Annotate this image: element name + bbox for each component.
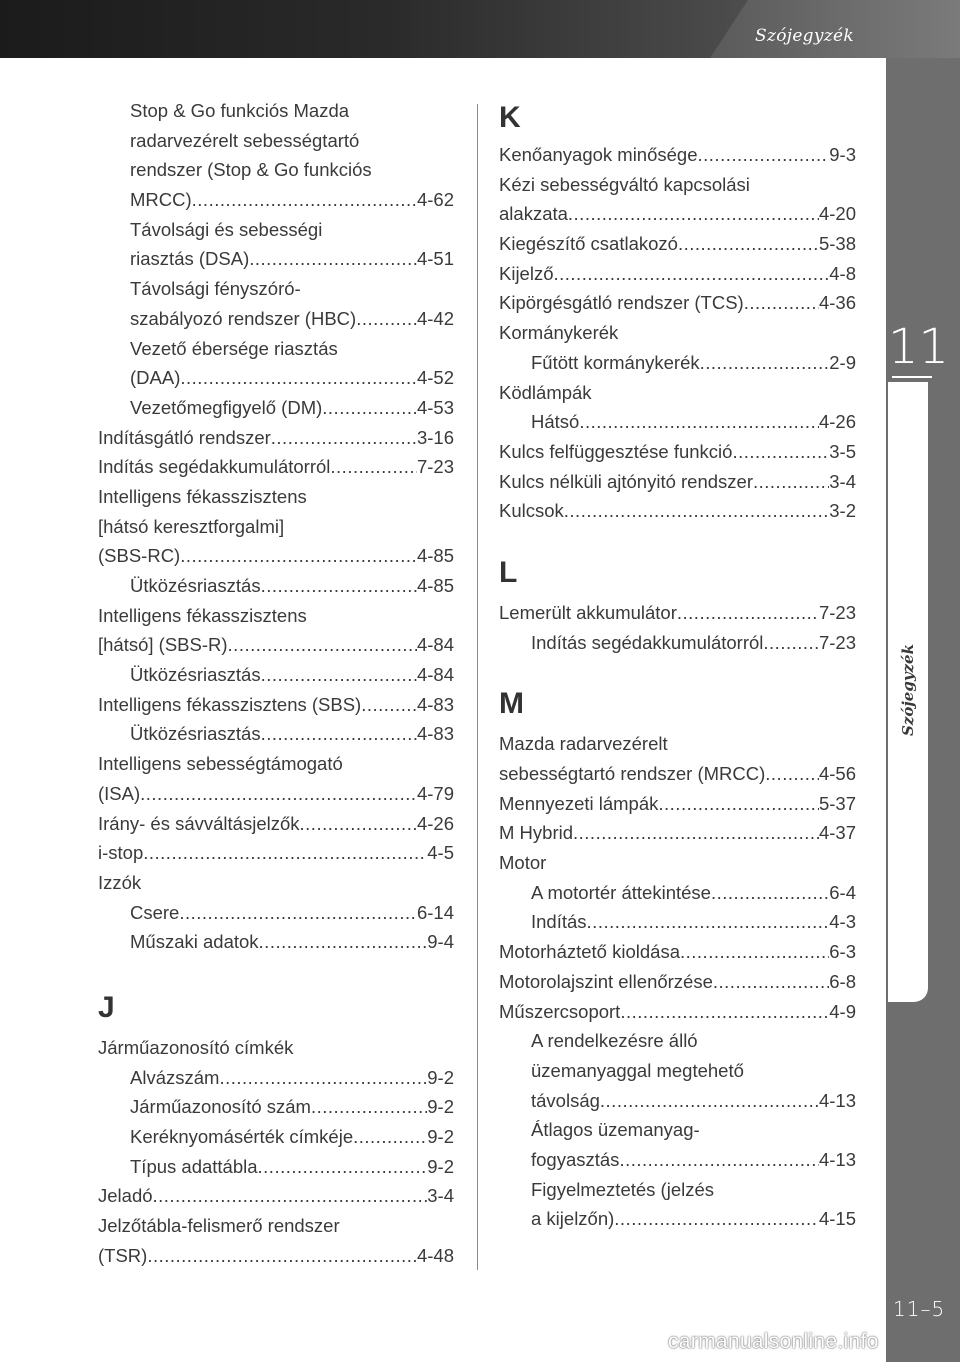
index-entry bbox=[499, 437, 856, 467]
index-entry-text: A motortér áttekintése bbox=[531, 881, 711, 903]
index-entry-page: 4-56 bbox=[818, 763, 856, 784]
index-entry bbox=[499, 259, 856, 289]
index-entry bbox=[98, 779, 454, 809]
leader-dots bbox=[579, 407, 819, 437]
section-letter-k: K bbox=[499, 101, 521, 134]
index-entry-text: szabályozó rendszer (HBC) bbox=[130, 307, 357, 329]
index-line: Távolsági és sebességi bbox=[130, 218, 323, 240]
index-entry-text: távolság bbox=[531, 1089, 600, 1111]
index-entry-text: [hátsó] (SBS-R) bbox=[98, 634, 228, 656]
index-entry-page: 4-37 bbox=[818, 822, 856, 844]
watermark: carmanualsonline.info bbox=[668, 1330, 879, 1353]
index-entry bbox=[499, 140, 856, 170]
index-entry-page: 7-23 bbox=[416, 456, 454, 478]
leader-dots bbox=[554, 259, 830, 289]
index-line: radarvezérelt sebességtartó bbox=[130, 129, 360, 151]
leader-dots bbox=[361, 690, 417, 720]
leader-dots bbox=[620, 997, 829, 1027]
leader-dots bbox=[259, 927, 428, 957]
index-entry bbox=[98, 690, 454, 720]
index-line: Járműazonosító címkék bbox=[98, 1036, 294, 1058]
section-letter-j: J bbox=[98, 990, 115, 1024]
index-entry bbox=[98, 363, 454, 393]
index-entry-text: alakzata bbox=[499, 203, 568, 225]
leader-dots bbox=[564, 496, 829, 526]
index-entry bbox=[98, 1181, 454, 1211]
index-line: Intelligens fékasszisztens bbox=[98, 485, 307, 507]
leader-dots bbox=[330, 452, 417, 482]
index-entry-page: 4-3 bbox=[829, 911, 856, 933]
index-entry-text: Kulcsok bbox=[499, 500, 564, 522]
index-line: Figyelmeztetés (jelzés bbox=[531, 1178, 715, 1200]
leader-dots bbox=[140, 779, 417, 809]
index-entry-text: MRCC) bbox=[130, 189, 192, 211]
leader-dots bbox=[568, 199, 819, 229]
index-entry bbox=[499, 1086, 856, 1116]
index-entry-text: Kipörgésgátló rendszer (TCS) bbox=[499, 292, 744, 314]
leader-dots bbox=[249, 244, 417, 274]
index-entry-text: Mennyezeti lámpák bbox=[499, 792, 659, 814]
leader-dots bbox=[678, 229, 819, 259]
leader-dots bbox=[765, 759, 819, 789]
leader-dots bbox=[219, 1063, 427, 1093]
column-divider bbox=[477, 104, 478, 1270]
index-entry-text: (DAA) bbox=[130, 367, 181, 389]
leader-dots bbox=[143, 838, 427, 868]
index-entry-page: 4-20 bbox=[818, 203, 856, 225]
index-entry-page: 4-85 bbox=[416, 545, 454, 567]
index-entry-text: Ütközésriasztás bbox=[130, 575, 261, 596]
index-entry bbox=[98, 423, 454, 453]
index-entry-text: Műszaki adatok bbox=[130, 931, 259, 953]
index-line: rendszer (Stop & Go funkciós bbox=[130, 159, 372, 181]
leader-dots bbox=[680, 937, 829, 967]
index-entry bbox=[98, 838, 454, 868]
index-entry bbox=[98, 304, 454, 334]
index-entry-page: 4-9 bbox=[829, 1000, 856, 1022]
leader-dots bbox=[261, 571, 417, 601]
index-entry-page: 4-52 bbox=[416, 367, 454, 389]
leader-dots bbox=[587, 907, 830, 937]
index-entry-text: Indítás segédakkumulátorról bbox=[531, 631, 764, 653]
index-entry-text: Keréknyomásérték címkéje bbox=[130, 1126, 354, 1147]
index-line: Izzók bbox=[98, 871, 142, 893]
index-entry-page: 4-13 bbox=[818, 1148, 856, 1170]
index-column-left bbox=[98, 96, 454, 1270]
leader-dots bbox=[311, 1092, 427, 1122]
leader-dots bbox=[658, 789, 819, 819]
index-entry bbox=[98, 393, 454, 423]
index-entry bbox=[98, 1092, 454, 1122]
index-entry-page: 4-15 bbox=[818, 1208, 856, 1230]
leader-dots bbox=[744, 288, 819, 318]
leader-dots bbox=[356, 304, 417, 334]
index-entry-text: fogyasztás bbox=[531, 1148, 620, 1170]
index-entry-text: Ütközésriasztás bbox=[130, 664, 261, 686]
index-entry-page: 9-2 bbox=[427, 1066, 454, 1088]
leader-dots bbox=[353, 1122, 427, 1152]
index-entry-page: 9-2 bbox=[427, 1126, 454, 1147]
index-entry-page: 4-85 bbox=[416, 575, 454, 596]
leader-dots bbox=[700, 348, 830, 378]
index-line: Átlagos üzemanyag- bbox=[531, 1119, 700, 1141]
index-entry bbox=[98, 244, 454, 274]
index-entry-text: M Hybrid bbox=[499, 822, 574, 844]
index-entry bbox=[499, 1145, 856, 1175]
index-entry-text: Irány- és sávváltásjelzők bbox=[98, 812, 300, 834]
index-entry-page: 4-84 bbox=[416, 634, 454, 656]
index-entry-text: Kulcs nélküli ajtónyitó rendszer bbox=[499, 470, 753, 492]
index-entry bbox=[499, 467, 856, 497]
index-entry-text: Műszercsoport bbox=[499, 1000, 621, 1022]
section-letter-m: M bbox=[499, 687, 524, 721]
leader-dots bbox=[192, 185, 417, 215]
index-entry-page: 6-3 bbox=[829, 941, 856, 963]
index-entry-text: Jeladó bbox=[98, 1185, 153, 1207]
index-entry bbox=[98, 1241, 454, 1271]
index-entry-page: 4-62 bbox=[416, 189, 454, 211]
leader-dots bbox=[261, 719, 417, 749]
index-entry-text: (ISA) bbox=[98, 782, 141, 804]
leader-dots bbox=[179, 898, 417, 928]
index-entry-page: 4-83 bbox=[416, 693, 454, 715]
page-number: 11–5 bbox=[893, 1297, 946, 1321]
leader-dots bbox=[698, 140, 830, 170]
index-line: Kormánykerék bbox=[499, 322, 619, 344]
index-entry-page: 5-37 bbox=[818, 792, 856, 814]
index-entry-page: 9-2 bbox=[427, 1155, 454, 1177]
leader-dots bbox=[763, 628, 819, 658]
index-entry-page: 4-48 bbox=[416, 1244, 454, 1266]
index-entry bbox=[98, 541, 454, 571]
index-line: Ködlámpák bbox=[499, 381, 592, 403]
index-entry bbox=[98, 660, 454, 690]
index-entry-page: 3-2 bbox=[829, 500, 856, 522]
leader-dots bbox=[300, 809, 417, 839]
index-entry bbox=[98, 719, 454, 749]
index-entry bbox=[98, 452, 454, 482]
index-entry-text: Csere bbox=[130, 901, 180, 923]
index-entry-text: Hátsó bbox=[531, 411, 580, 433]
index-entry-page: 6-4 bbox=[829, 881, 856, 903]
index-entry bbox=[499, 1204, 856, 1234]
leader-dots bbox=[614, 1204, 819, 1234]
index-entry bbox=[499, 407, 856, 437]
index-entry bbox=[499, 348, 856, 378]
leader-dots bbox=[180, 541, 417, 571]
section-letter-l: L bbox=[499, 555, 518, 589]
index-entry-text: Járműazonosító szám bbox=[130, 1096, 311, 1118]
index-line: Stop & Go funkciós Mazda bbox=[130, 100, 350, 121]
leader-dots bbox=[732, 437, 829, 467]
index-entry-text: (TSR) bbox=[98, 1244, 148, 1266]
index-entry bbox=[98, 1063, 454, 1093]
index-entry-text: a kijelzőn) bbox=[531, 1208, 615, 1230]
index-entry-page: 4-26 bbox=[818, 411, 856, 433]
index-entry-text: Kijelző bbox=[499, 262, 554, 284]
index-entry-text: Indítás bbox=[531, 911, 587, 933]
index-entry bbox=[499, 997, 856, 1027]
index-entry-page: 9-4 bbox=[427, 931, 454, 953]
index-entry-page: 7-23 bbox=[818, 631, 856, 653]
index-entry-text: Intelligens fékasszisztens (SBS) bbox=[98, 693, 362, 715]
index-entry-text: sebességtartó rendszer (MRCC) bbox=[499, 763, 766, 784]
index-entry-page: 4-36 bbox=[818, 292, 856, 314]
index-entry-page: 7-23 bbox=[818, 601, 856, 623]
index-entry-text: Kulcs felfüggesztése funkció bbox=[499, 440, 733, 462]
leader-dots bbox=[753, 467, 829, 497]
index-entry-text: Indítás segédakkumulátorról bbox=[98, 456, 331, 478]
index-entry-text: (SBS-RC) bbox=[98, 545, 181, 567]
index-entry-page: 4-13 bbox=[818, 1089, 856, 1111]
index-entry-text: Motorháztető kioldása bbox=[499, 941, 680, 963]
index-entry-page: 4-84 bbox=[416, 664, 454, 686]
index-entry bbox=[499, 789, 856, 819]
leader-dots bbox=[147, 1241, 417, 1271]
index-entry-page: 3-5 bbox=[829, 440, 856, 462]
index-entry-page: 4-42 bbox=[416, 307, 454, 329]
index-entry-text: Kenőanyagok minősége bbox=[499, 144, 698, 165]
index-line: Vezető ébersége riasztás bbox=[130, 337, 338, 359]
index-entry bbox=[499, 937, 856, 967]
leader-dots bbox=[711, 878, 829, 908]
leader-dots bbox=[713, 967, 829, 997]
index-entry-page: 3-16 bbox=[416, 426, 454, 448]
index-entry-page: 4-8 bbox=[829, 262, 856, 284]
index-entry bbox=[98, 927, 454, 957]
index-entry bbox=[499, 628, 856, 658]
index-entry bbox=[499, 759, 856, 789]
index-entry-page: 4-26 bbox=[416, 812, 454, 834]
index-line: Jelzőtábla-felismerő rendszer bbox=[98, 1215, 340, 1237]
leader-dots bbox=[228, 630, 417, 660]
leader-dots bbox=[271, 423, 417, 453]
leader-dots bbox=[322, 393, 417, 423]
index-entry-page: 4-5 bbox=[427, 842, 454, 864]
chapter-number: 11 bbox=[888, 319, 950, 375]
index-entry-page: 5-38 bbox=[818, 233, 856, 255]
index-entry-page: 3-4 bbox=[829, 470, 856, 492]
index-line: Kézi sebességváltó kapcsolási bbox=[499, 173, 750, 195]
index-entry-page: 6-8 bbox=[829, 970, 856, 992]
leader-dots bbox=[261, 660, 417, 690]
index-entry-page: 9-2 bbox=[427, 1096, 454, 1118]
index-entry bbox=[98, 898, 454, 928]
index-entry-page: 4-53 bbox=[416, 396, 454, 418]
index-line: Motor bbox=[499, 852, 547, 874]
index-entry bbox=[98, 571, 454, 601]
index-entry-page: 3-4 bbox=[427, 1185, 454, 1207]
index-entry bbox=[499, 818, 856, 848]
index-entry-text: Motorolajszint ellenőrzése bbox=[499, 970, 713, 992]
leader-dots bbox=[677, 598, 819, 628]
index-entry bbox=[98, 630, 454, 660]
leader-dots bbox=[573, 818, 819, 848]
index-entry-text: Fűtött kormánykerék bbox=[531, 351, 700, 373]
index-entry bbox=[98, 185, 454, 215]
index-line: Intelligens fékasszisztens bbox=[98, 604, 307, 626]
index-entry-page: 4-51 bbox=[416, 248, 454, 270]
index-entry-text: Lemerült akkumulátor bbox=[499, 601, 677, 623]
index-line: Távolsági fényszóró- bbox=[130, 278, 301, 300]
index-line: Intelligens sebességtámogató bbox=[98, 753, 343, 775]
index-entry-text: Indításgátló rendszer bbox=[98, 426, 271, 448]
index-entry bbox=[499, 288, 856, 318]
index-entry bbox=[499, 878, 856, 908]
index-entry bbox=[499, 598, 856, 628]
index-entry bbox=[98, 1122, 454, 1152]
index-column-right bbox=[499, 96, 856, 1234]
leader-dots bbox=[258, 1152, 428, 1182]
index-line: A rendelkezésre álló bbox=[531, 1030, 698, 1052]
index-entry bbox=[499, 229, 856, 259]
index-entry-text: Ütközésriasztás bbox=[130, 723, 261, 745]
index-entry-page: 2-9 bbox=[829, 351, 856, 373]
index-entry-text: Alvázszám bbox=[130, 1066, 220, 1088]
leader-dots bbox=[619, 1145, 819, 1175]
index-line: [hátsó keresztforgalmi] bbox=[98, 515, 285, 537]
index-entry bbox=[499, 496, 856, 526]
index-entry bbox=[499, 907, 856, 937]
index-line: Mazda radarvezérelt bbox=[499, 733, 668, 755]
index-entry-page: 4-79 bbox=[416, 782, 454, 804]
index-entry-page: 4-83 bbox=[416, 723, 454, 745]
index-entry-page: 6-14 bbox=[416, 901, 454, 923]
chapter-tab-label: Szójegyzék bbox=[899, 644, 917, 736]
leader-dots bbox=[180, 363, 417, 393]
header-title: Szójegyzék bbox=[755, 26, 854, 46]
index-entry-page: 9-3 bbox=[829, 144, 856, 165]
index-entry bbox=[499, 199, 856, 229]
index-entry-text: i-stop bbox=[98, 842, 144, 864]
index-entry bbox=[499, 967, 856, 997]
leader-dots bbox=[153, 1181, 428, 1211]
leader-dots bbox=[600, 1086, 819, 1116]
chapter-divider bbox=[892, 376, 932, 378]
index-entry bbox=[98, 1152, 454, 1182]
index-entry-text: Kiegészítő csatlakozó bbox=[499, 233, 678, 255]
index-line: üzemanyaggal megtehető bbox=[531, 1059, 744, 1081]
index-entry-text: Típus adattábla bbox=[130, 1155, 258, 1177]
index-entry-text: riasztás (DSA) bbox=[130, 248, 250, 270]
index-entry-text: Vezetőmegfigyelő (DM) bbox=[130, 396, 323, 418]
index-entry bbox=[98, 809, 454, 839]
